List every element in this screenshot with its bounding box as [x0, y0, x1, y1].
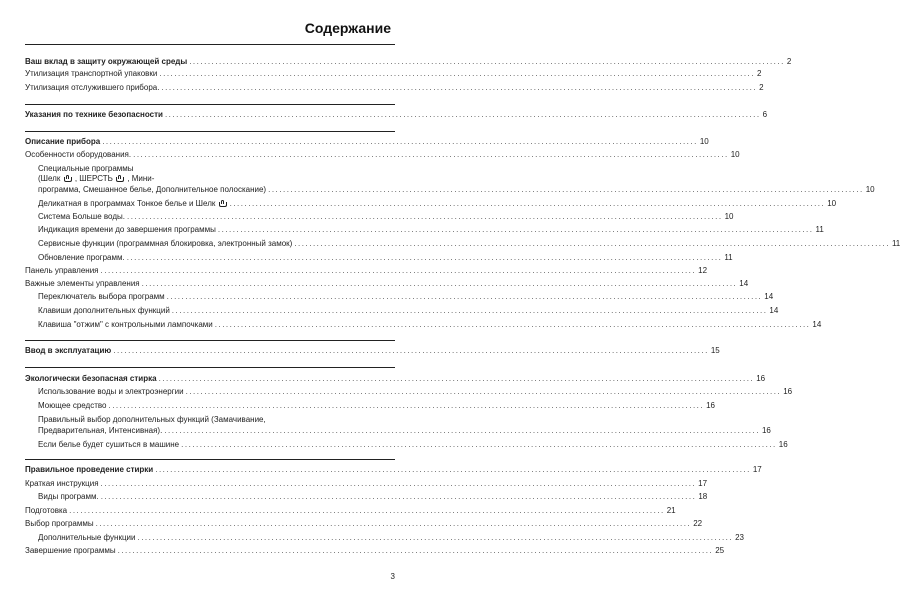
toc-entry-text: Клавиша "отжим" с контрольными лампочками — [38, 320, 213, 329]
leader-dots: ................................................................................................................................................................ — [159, 69, 755, 78]
toc-entry-more-water[interactable] — [38, 212, 734, 222]
leader-dots: ................................................................................................................................................................ — [100, 479, 697, 488]
title-rule — [25, 44, 395, 45]
leader-dots: ................................................................................................................................................................ — [189, 57, 785, 66]
toc-entry-text: Виды программ. — [38, 492, 99, 501]
toc-page-number: 16 — [778, 440, 788, 449]
leader-dots: ................................................................................................................................................................ — [95, 519, 692, 528]
toc-page-number: 22 — [693, 519, 703, 528]
toc-page-number: 6 — [762, 110, 768, 119]
leader-dots: ................................................................................................................................................................ — [294, 239, 890, 248]
toc-page-number: 10 — [827, 199, 837, 208]
leader-dots: ................................................................................................................................................................ — [141, 279, 738, 288]
leader-dots: ................................................................................................................................................................ — [126, 253, 723, 262]
toc-page-number: 16 — [756, 374, 766, 383]
section-divider — [25, 367, 395, 368]
leader-dots: ................................................................................................................................................................ — [185, 387, 782, 396]
toc-entry-text: Утилизация транспортной упаковки — [25, 69, 158, 78]
leader-dots: ................................................................................................................................................................ — [268, 185, 864, 194]
toc-entry-text: Утилизация отслужившего прибора. — [25, 83, 160, 92]
toc-entry-text: Экологически безопасная стирка — [25, 374, 157, 383]
leader-dots: ................................................................................................................................................................ — [164, 426, 760, 435]
toc-entry-text: Выбор программы — [25, 519, 94, 528]
toc-entry-delicate[interactable] — [38, 199, 837, 209]
toc-entry-text: Важные элементы управления — [25, 279, 140, 288]
page-number: 3 — [390, 572, 395, 581]
leader-dots: ................................................................................................................................................................ — [137, 533, 734, 542]
toc-entry-text: Описание прибора — [25, 137, 101, 146]
toc-entry-text: Дополнительные функции — [38, 533, 136, 542]
toc-entry-text: Указания по технике безопасности — [25, 110, 163, 119]
leader-dots: ................................................................................................................................................................ — [69, 506, 665, 515]
section-divider — [25, 104, 395, 105]
toc-entry-description[interactable] — [25, 137, 709, 147]
toc-entry-service-functions[interactable] — [38, 239, 900, 249]
toc-page-number: 18 — [698, 492, 708, 501]
toc-page-number: 2 — [757, 69, 762, 78]
toc-page-number: 17 — [752, 465, 762, 474]
toc-page-number: 17 — [698, 479, 708, 488]
toc-entry-program-selector[interactable] — [38, 292, 774, 302]
handwash-icon — [116, 175, 124, 182]
toc-entry-special-programs[interactable] — [38, 185, 875, 195]
page-title: Содержание — [304, 20, 391, 36]
leader-dots: ................................................................................................................................................................ — [171, 306, 768, 315]
toc-entry-program-types[interactable] — [38, 492, 708, 502]
leader-dots: ................................................................................................................................................................ — [126, 212, 723, 221]
toc-page-number: 25 — [715, 546, 725, 555]
toc-entry-eco-washing[interactable] — [25, 374, 766, 384]
section-divider — [25, 131, 395, 132]
toc-entry-text: Завершение программы — [25, 546, 116, 555]
toc-entry-features[interactable] — [25, 150, 740, 160]
toc-entry-text: Индикация времени до завершения программы — [38, 225, 216, 234]
leader-dots: ................................................................................................................................................................ — [164, 110, 761, 119]
leader-dots: ................................................................................................................................................................ — [214, 320, 811, 329]
toc-entry-program-update[interactable] — [38, 253, 733, 263]
leader-dots: ................................................................................................................................................................ — [100, 492, 697, 501]
toc-entry-packaging[interactable] — [25, 69, 762, 79]
toc-entry-text: Деликатная в программах Тонкое белье и Шелк — [38, 199, 228, 209]
toc-entry-text: Предварительная, Интенсивная). — [38, 426, 163, 435]
section-divider — [25, 340, 395, 341]
toc-entry-text: Система Больше воды. — [38, 212, 125, 221]
handwash-icon — [64, 175, 72, 182]
toc-entry-text: Ввод в эксплуатацию — [25, 346, 112, 355]
toc-entry-text: (Шелк — [38, 174, 61, 183]
toc-entry-text: Переключатель выбора программ — [38, 292, 165, 301]
toc-entry-text: Моющее средство — [38, 401, 107, 410]
toc-entry-text: программа, Смешанное белье, Дополнительное полоскание) — [38, 185, 267, 194]
toc-entry-extra-functions[interactable] — [38, 426, 771, 436]
toc-page-number: 15 — [710, 346, 720, 355]
toc-page-number: 10 — [730, 150, 740, 159]
handwash-icon — [219, 200, 227, 207]
toc-entry-text: Подготовка — [25, 506, 68, 515]
leader-dots: ................................................................................................................................................................ — [108, 401, 705, 410]
toc-entry-safety[interactable] — [25, 110, 768, 120]
toc-page-number: 23 — [735, 533, 745, 542]
toc-entry-extra-keys[interactable] — [38, 306, 779, 316]
toc-page-number: 16 — [761, 426, 771, 435]
leader-dots: ................................................................................................................................................................ — [117, 546, 714, 555]
leader-dots: ................................................................................................................................................................ — [102, 137, 698, 146]
leader-dots: ................................................................................................................................................................ — [133, 150, 729, 159]
toc-page-number: 11 — [724, 253, 733, 262]
toc-entry-special-line2 — [38, 174, 154, 184]
section-divider — [25, 459, 395, 460]
toc-page-number: 2 — [786, 57, 792, 66]
toc-page-number: 10 — [865, 185, 875, 194]
toc-entry-text: , ШЕРСТЬ — [74, 174, 113, 183]
leader-dots: ................................................................................................................................................................ — [166, 292, 763, 301]
toc-page-number: 10 — [699, 137, 709, 146]
toc-entry-text: Краткая инструкция — [25, 479, 99, 488]
leader-dots: ................................................................................................................................................................ — [161, 83, 758, 92]
toc-entry-extra-functions-line1: Правильный выбор дополнительных функций (Замачивание, — [38, 415, 266, 424]
toc-entry-detergent[interactable] — [38, 401, 716, 411]
toc-page-number: 16 — [706, 401, 716, 410]
toc-page-number: 16 — [783, 387, 793, 396]
toc-entry-water-energy[interactable] — [38, 387, 793, 397]
toc-entry-program-end[interactable] — [25, 546, 725, 556]
toc-entry-text: Панель управления — [25, 266, 99, 275]
toc-entry-drying[interactable] — [38, 440, 788, 450]
toc-entry-text: Ваш вклад в защиту окружающей среды — [25, 57, 188, 66]
toc-page-number: 11 — [891, 239, 900, 248]
toc-entry-commissioning[interactable] — [25, 346, 720, 356]
toc-entry-text: Особенности оборудования. — [25, 150, 132, 159]
toc-page-number: 10 — [724, 212, 734, 221]
leader-dots: ................................................................................................................................................................ — [100, 266, 697, 275]
toc-page-number: 21 — [666, 506, 676, 515]
toc-entry-quick-guide[interactable] — [25, 479, 708, 489]
toc-entry-additional-functions[interactable] — [38, 533, 745, 543]
toc-page-number: 11 — [815, 225, 824, 234]
toc-entry-time-display[interactable] — [38, 225, 824, 235]
leader-dots: ................................................................................................................................................................ — [113, 346, 709, 355]
toc-entry-special-line1: Специальные программы — [38, 164, 134, 173]
leader-dots: ................................................................................................................................................................ — [158, 374, 755, 383]
toc-entry-program-selection[interactable] — [25, 519, 703, 529]
toc-entry-text: , Мини- — [127, 174, 155, 183]
leader-dots: ................................................................................................................................................................ — [217, 225, 814, 234]
leader-dots: ................................................................................................................................................................ — [229, 199, 826, 208]
leader-dots: ................................................................................................................................................................ — [181, 440, 777, 449]
toc-page-number: 12 — [698, 266, 708, 275]
toc-entry-text: Сервисные функции (программная блокировка, электронный замок) — [38, 239, 293, 248]
toc-entry-control-panel[interactable] — [25, 266, 708, 276]
toc-page-number: 2 — [759, 83, 764, 92]
toc-entry-controls[interactable] — [25, 279, 749, 289]
toc-entry-text: Использование воды и электроэнергии — [38, 387, 184, 396]
toc-entry-text: Клавиши дополнительных функций — [38, 306, 170, 315]
toc-page-number: 14 — [739, 279, 749, 288]
toc-page-number: 14 — [812, 320, 822, 329]
leader-dots: ................................................................................................................................................................ — [155, 465, 751, 474]
toc-page-number: 14 — [764, 292, 774, 301]
toc-page-number: 14 — [769, 306, 779, 315]
toc-entry-text: Если белье будет сушиться в машине — [38, 440, 180, 449]
toc-entry-correct-washing[interactable] — [25, 465, 762, 475]
toc-entry-environment[interactable] — [25, 57, 792, 67]
toc-entry-disposal[interactable] — [25, 83, 764, 93]
toc-entry-spin-key[interactable] — [38, 320, 822, 330]
toc-entry-preparation[interactable] — [25, 506, 676, 516]
toc-entry-text: Правильное проведение стирки — [25, 465, 154, 474]
toc-entry-text: Обновление программ. — [38, 253, 125, 262]
